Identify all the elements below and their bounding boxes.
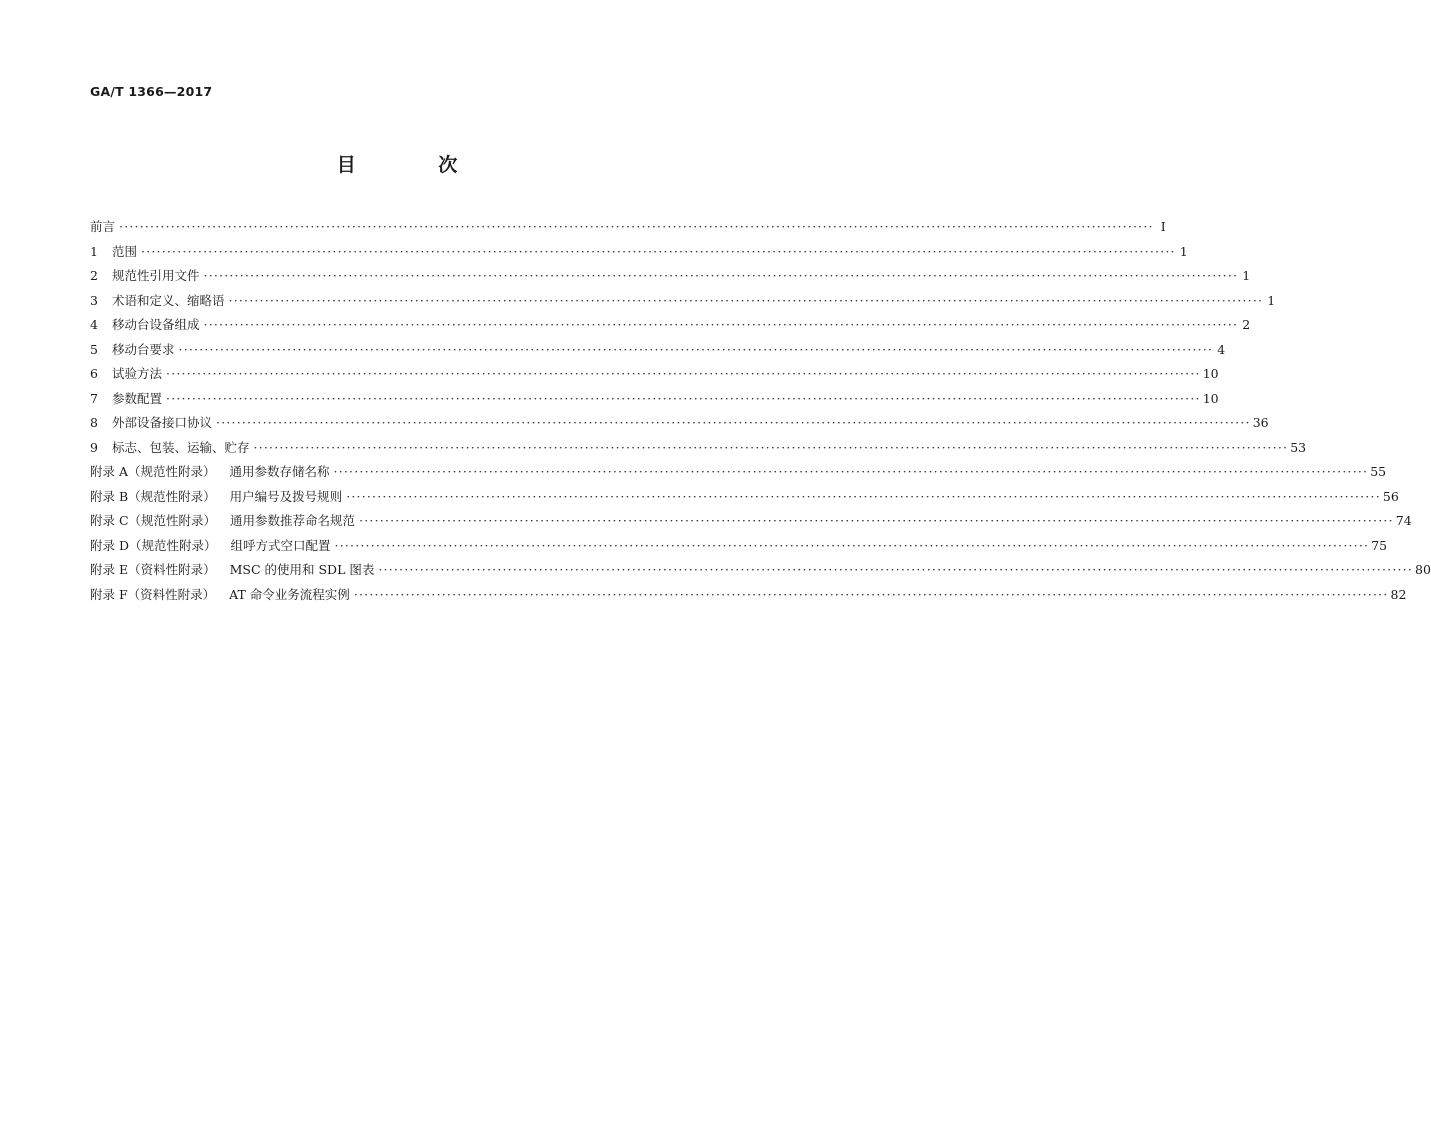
toc-entry-page-number: 55 xyxy=(1370,464,1387,479)
toc-entry-title: 外部设备接口协议 xyxy=(112,415,213,430)
table-of-contents xyxy=(90,215,1431,607)
toc-entry-title: AT 命令业务流程实例 xyxy=(229,586,350,602)
toc-entry-number: 7 xyxy=(90,390,98,406)
toc-entry-number: 9 xyxy=(90,439,98,455)
toc-entry[interactable] xyxy=(90,362,1219,387)
toc-entry-annex-prefix: 附录 B（规范性附录） xyxy=(90,488,216,504)
toc-entry-label xyxy=(90,583,350,608)
toc-dot-leader: ········································································································································································································ xyxy=(203,317,1239,332)
toc-entry-page-number: 10 xyxy=(1202,390,1219,406)
toc-entry-label xyxy=(112,240,137,265)
toc-entry-label xyxy=(112,387,162,412)
toc-entry-label xyxy=(112,338,175,363)
toc-entry[interactable] xyxy=(90,460,1387,485)
toc-entry-title: 参数配置 xyxy=(112,390,163,406)
toc-entry-title: 前言 xyxy=(90,219,116,234)
toc-dot-leader: ········································································································································································································ xyxy=(333,464,1369,479)
toc-entry[interactable] xyxy=(90,411,1269,436)
toc-entry-title: 用户编号及拨号规则 xyxy=(229,488,343,504)
toc-entry-page-number: 2 xyxy=(1242,317,1251,332)
toc-entry[interactable] xyxy=(90,436,1307,461)
toc-entry-label xyxy=(112,436,250,461)
toc-dot-leader: ········································································································································································································ xyxy=(346,488,1381,504)
toc-dot-leader: ········································································································································································································ xyxy=(353,586,1389,602)
toc-dot-leader: ········································································································································································································ xyxy=(178,341,1214,357)
toc-entry[interactable] xyxy=(90,215,1166,240)
toc-entry-label xyxy=(112,411,212,436)
toc-entry-page-number: 80 xyxy=(1415,562,1431,577)
toc-entry-label xyxy=(112,362,162,387)
toc-entry-page-number: 53 xyxy=(1290,439,1307,455)
toc-entry-label xyxy=(90,215,115,240)
toc-entry-label xyxy=(90,485,342,510)
toc-entry-label xyxy=(90,558,374,583)
toc-dot-leader: ········································································································································································································ xyxy=(228,292,1264,308)
toc-entry-title: 术语和定义、缩略语 xyxy=(112,292,225,308)
toc-entry-page-number: 82 xyxy=(1390,586,1407,602)
toc-entry[interactable] xyxy=(90,240,1188,265)
toc-entry-label xyxy=(112,313,200,338)
toc-entry[interactable] xyxy=(90,387,1219,412)
toc-entry[interactable] xyxy=(90,289,1276,314)
toc-entry[interactable] xyxy=(90,338,1226,363)
toc-dot-leader: ········································································································································································································ xyxy=(253,439,1289,455)
toc-entry-annex-prefix: 附录 D（规范性附录） xyxy=(90,537,217,553)
toc-entry-page-number: 1 xyxy=(1267,292,1276,308)
toc-entry-title: 移动台设备组成 xyxy=(112,317,200,332)
toc-entry-page-number: 56 xyxy=(1382,488,1399,504)
toc-entry-title: 试验方法 xyxy=(112,366,163,381)
toc-entry-number: 5 xyxy=(90,341,98,357)
toc-entry-page-number: Ⅰ xyxy=(1160,219,1166,234)
toc-entry-number: 3 xyxy=(90,292,98,308)
toc-entry-title: 标志、包装、运输、贮存 xyxy=(112,439,250,455)
toc-entry-page-number: 10 xyxy=(1202,366,1219,381)
toc-entry[interactable] xyxy=(90,558,1431,583)
toc-entry-label xyxy=(90,460,330,485)
toc-entry-title: MSC 的使用和 SDL 图表 xyxy=(229,562,375,577)
toc-entry-label xyxy=(112,264,200,289)
toc-dot-leader: ········································································································································································································ xyxy=(119,219,1154,234)
toc-entry-number: 6 xyxy=(90,366,98,381)
toc-entry-number: 8 xyxy=(90,415,98,430)
toc-entry[interactable] xyxy=(90,485,1399,510)
toc-entry-title: 通用参数存储名称 xyxy=(229,464,330,479)
toc-dot-leader: ········································································································································································································ xyxy=(203,268,1239,283)
toc-title: 目 次 xyxy=(336,154,496,176)
toc-entry-title: 组呼方式空口配置 xyxy=(230,537,331,553)
toc-entry-label xyxy=(112,289,225,314)
toc-dot-leader: ········································································································································································································ xyxy=(359,513,1394,528)
toc-entry-annex-prefix: 附录 E（资料性附录） xyxy=(90,562,216,577)
toc-entry-label xyxy=(90,534,331,559)
toc-dot-leader: ········································································································································································································ xyxy=(378,562,1414,577)
toc-entry-title: 规范性引用文件 xyxy=(112,268,200,283)
toc-entry-label xyxy=(90,509,355,534)
toc-entry-number: 4 xyxy=(90,317,98,332)
toc-entry-title: 范围 xyxy=(112,243,138,259)
toc-dot-leader: ········································································································································································································ xyxy=(334,537,1370,553)
toc-entry[interactable] xyxy=(90,509,1412,534)
toc-entry-page-number: 1 xyxy=(1179,243,1188,259)
toc-entry-page-number: 4 xyxy=(1217,341,1226,357)
toc-entry-number: 1 xyxy=(90,243,98,259)
toc-dot-leader: ········································································································································································································ xyxy=(166,390,1201,406)
toc-entry-number: 2 xyxy=(90,268,98,283)
toc-entry[interactable] xyxy=(90,583,1407,608)
toc-entry-annex-prefix: 附录 A（规范性附录） xyxy=(90,464,216,479)
toc-dot-leader: ········································································································································································································ xyxy=(216,415,1251,430)
toc-entry[interactable] xyxy=(90,264,1251,289)
toc-entry-page-number: 74 xyxy=(1395,513,1412,528)
toc-dot-leader: ········································································································································································································ xyxy=(141,243,1176,259)
toc-entry-page-number: 75 xyxy=(1371,537,1388,553)
toc-entry-title: 通用参数推荐命名规范 xyxy=(230,513,356,528)
toc-entry-page-number: 36 xyxy=(1252,415,1269,430)
toc-entry-page-number: 1 xyxy=(1242,268,1251,283)
toc-entry-annex-prefix: 附录 C（规范性附录） xyxy=(90,513,217,528)
toc-entry-title: 移动台要求 xyxy=(112,341,175,357)
toc-entry[interactable] xyxy=(90,534,1388,559)
standard-code: GA/T 1366—2017 xyxy=(90,84,213,99)
toc-entry-annex-prefix: 附录 F（资料性附录） xyxy=(90,586,216,602)
toc-entry[interactable] xyxy=(90,313,1251,338)
toc-dot-leader: ········································································································································································································ xyxy=(166,366,1201,381)
